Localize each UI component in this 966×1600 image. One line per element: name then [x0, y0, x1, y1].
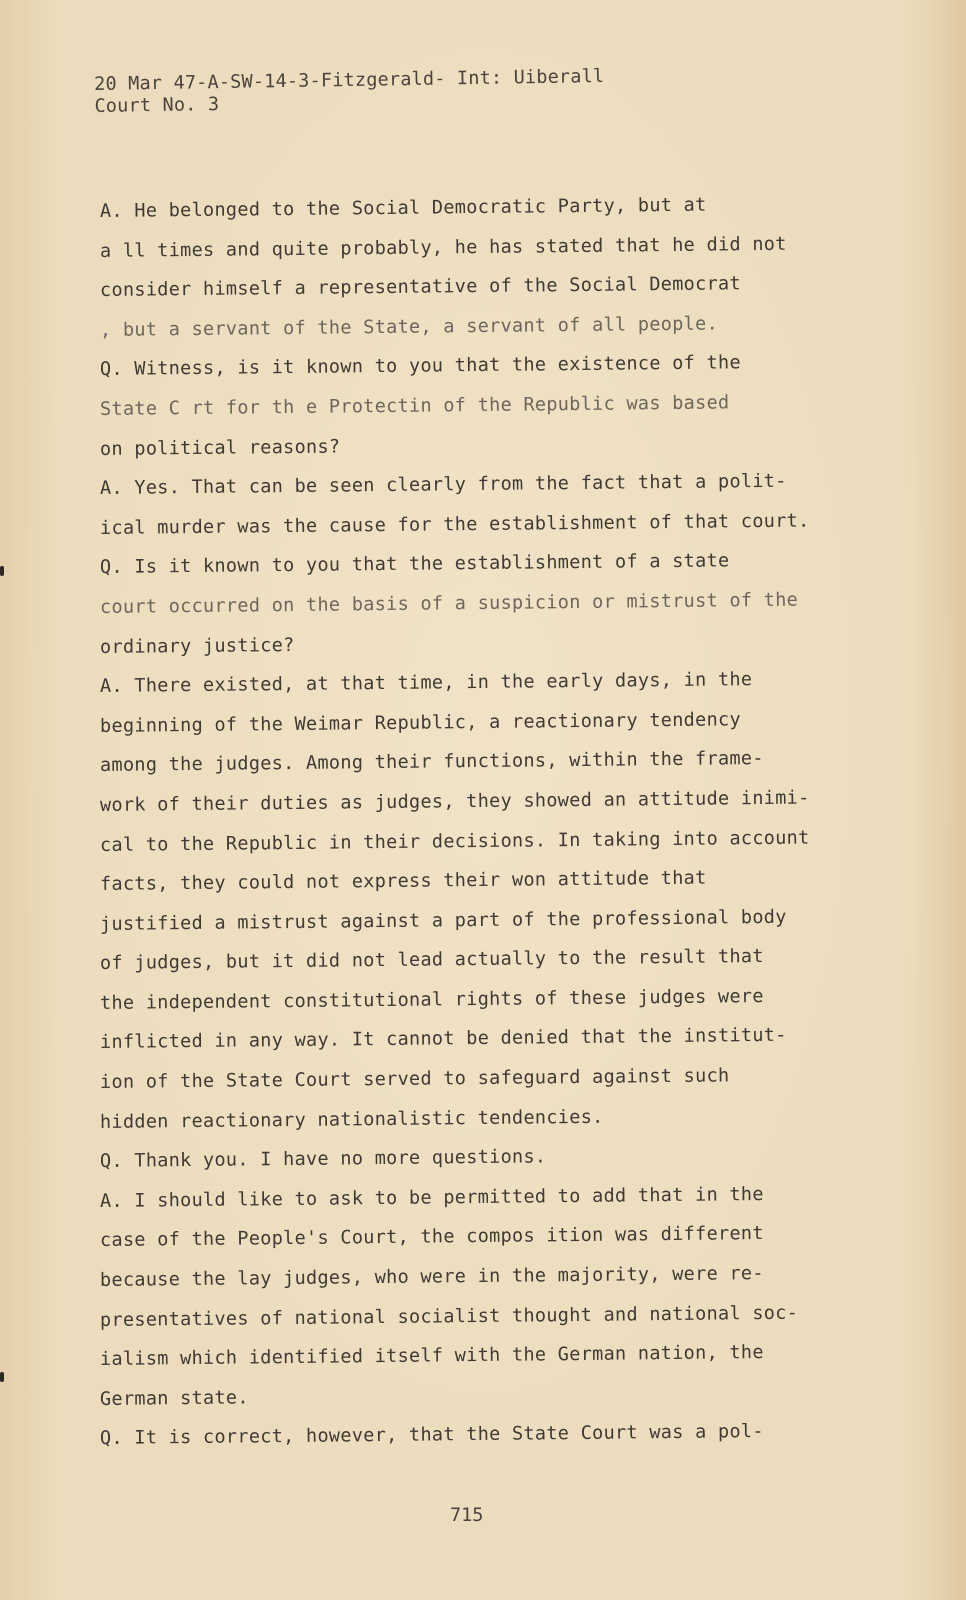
- transcript-line: ordinary justice?: [99, 634, 295, 658]
- header-line-2: Court No. 3: [94, 94, 220, 117]
- transcript-line: German state.: [99, 1387, 249, 1410]
- transcript-line: among the judges. Among their functions, within the frame-: [99, 748, 764, 777]
- transcript-line: presentatives of national socialist thought and national soc-: [99, 1302, 799, 1331]
- transcript-body: [100, 192, 870, 1459]
- transcript-line: ion of the State Court served to safeguard against such: [99, 1065, 730, 1094]
- transcript-line: a ll times and quite probably, he has stated that he did not: [99, 233, 787, 262]
- transcript-line: on political reasons?: [99, 436, 341, 460]
- transcript-line: ical murder was the cause for the establishment of that court.: [99, 510, 810, 539]
- transcript-line: of judges, but it did not lead actually to the result that: [99, 946, 764, 975]
- page-number: 715: [450, 1505, 484, 1526]
- transcript-line: A. Yes. That can be seen clearly from the fact that a polit-: [99, 470, 787, 500]
- document-header: [94, 66, 605, 118]
- transcript-line: facts, they could not express their won attitude that: [99, 867, 707, 896]
- transcript-line: justified a mistrust against a part of the professional body: [99, 906, 787, 935]
- transcript-line: Q. Is it known to you that the establishment of a state: [99, 550, 730, 579]
- transcript-line: Q. It is correct, however, that the State Court was a pol-: [99, 1421, 764, 1450]
- transcript-line: cal to the Republic in their decisions. In taking into account: [99, 827, 810, 856]
- header-line-1: 20 Mar 47-A-SW-14-3-Fitzgerald- Int: Uiberall: [94, 65, 605, 95]
- transcript-line: Q. Witness, is it known to you that the existence of the: [99, 352, 741, 381]
- transcript-line: State C rt for th e Protectin of the Republic was based: [99, 392, 730, 420]
- left-edge-mark: [0, 1372, 4, 1382]
- transcript-line: because the lay judges, who were in the majority, were re-: [99, 1263, 764, 1292]
- left-edge-mark: [0, 566, 4, 576]
- transcript-line: A. I should like to ask to be permitted to add that in the: [99, 1183, 764, 1212]
- transcript-line: A. He belonged to the Social Democratic Party, but at: [99, 194, 707, 222]
- transcript-line: , but a servant of the State, a servant of all people.: [99, 313, 719, 341]
- transcript-line: work of their duties as judges, they showed an attitude inimi-: [99, 787, 810, 816]
- transcript-line: hidden reactionary nationalistic tendencies.: [99, 1106, 604, 1133]
- transcript-line: consider himself a representative of the Social Democrat: [99, 273, 741, 302]
- transcript-line: case of the People's Court, the compos ition was different: [99, 1223, 764, 1252]
- transcript-line: beginning of the Weimar Republic, a reactionary tendency: [99, 709, 741, 737]
- transcript-line: the independent constitutional rights of these judges were: [99, 985, 764, 1014]
- transcript-line: inflicted in any way. It cannot be denied that the institut-: [99, 1025, 787, 1054]
- transcript-line: A. There existed, at that time, in the early days, in the: [99, 669, 753, 698]
- transcript-line: ialism which identified itself with the German nation, the: [99, 1342, 764, 1371]
- transcript-line: Q. Thank you. I have no more questions.: [99, 1146, 547, 1173]
- transcript-line: court occurred on the basis of a suspicion or mistrust of the: [99, 589, 799, 618]
